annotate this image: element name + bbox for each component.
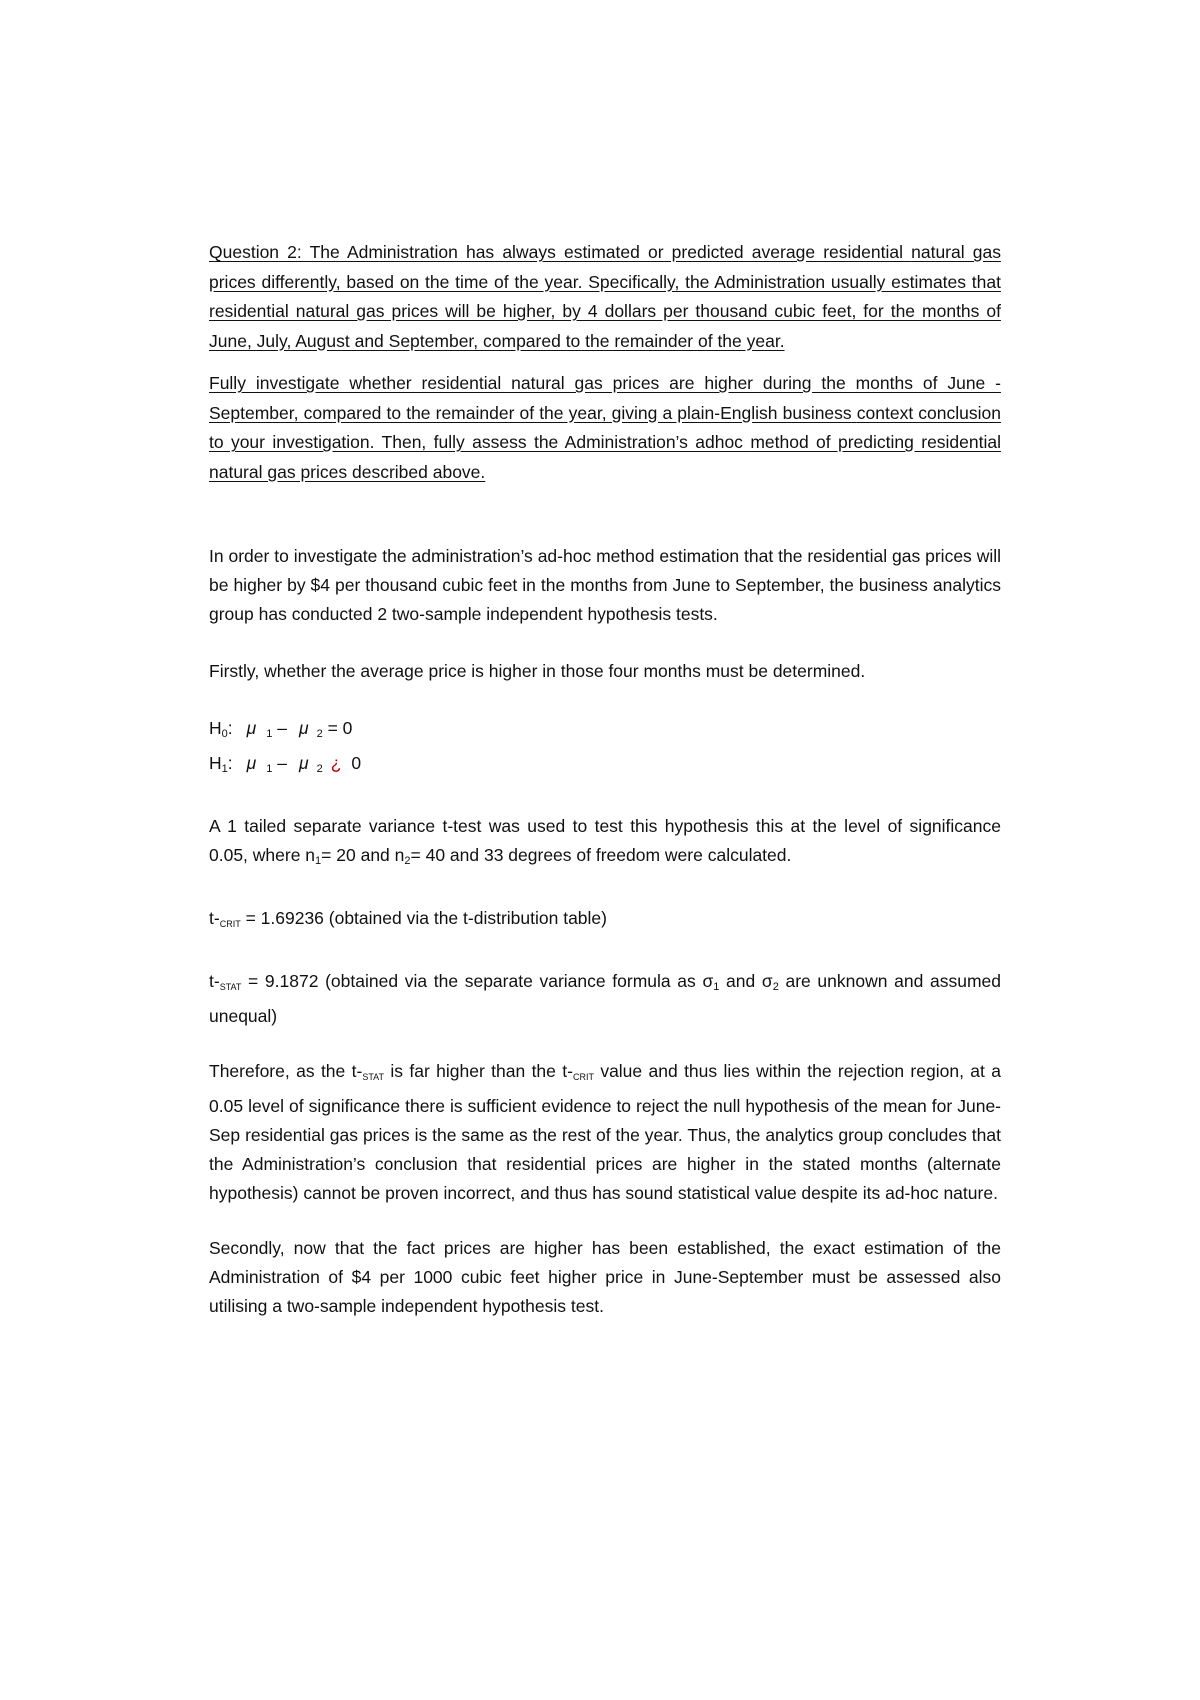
- h1-zero: 0: [351, 753, 362, 773]
- t-statistic: [209, 967, 1001, 1031]
- hypotheses: [209, 714, 1001, 784]
- test-desc-a: A 1 tailed separate variance t-test was used to test this hypothesis this at the level of significance 0.05, where n: [209, 816, 1001, 865]
- h1-label: H: [209, 753, 222, 773]
- null-hypothesis: [209, 714, 1001, 749]
- sigma-and: and: [719, 971, 762, 991]
- h1-relation-symbol: ¿: [330, 753, 342, 773]
- question-task-part3: method of predicting residential natural gas prices described above.: [209, 432, 1002, 482]
- answer-intro: In order to investigate the administration’s ad-hoc method estimation that the residential gas prices will be higher by $4 per thousand cubic feet in the months from June to September, the business analytics group has conducted 2 two-sample independent hypothesis tests.: [209, 546, 1001, 624]
- tcrit-text: = 1.69236 (obtained via the t-distribution table): [240, 908, 607, 928]
- h0-minus: –: [277, 718, 287, 738]
- conclusion-b: is far higher than the t-: [384, 1061, 573, 1081]
- question-statement: [209, 238, 1001, 356]
- tcrit-subscript: CRIT: [219, 919, 241, 929]
- h1-mu1: μ: [246, 753, 257, 773]
- h1-mu1-sub: 1: [266, 763, 273, 775]
- tstat-text-b: are unknown and assumed unequal): [209, 971, 1001, 1026]
- test-desc-b: = 40 and 33 degrees of freedom were calculated.: [410, 845, 792, 865]
- alternative-hypothesis: [209, 749, 1001, 784]
- question-lead-in: Question 2: The Administration has always estimated or predicted average residential: [209, 242, 903, 262]
- answer-first-step: Firstly, whether the average price is higher in those four months must be determined.: [209, 661, 866, 681]
- document-body: [209, 238, 1001, 1321]
- sigma1-subscript: 1: [713, 981, 720, 993]
- h1-mu2-sub: 2: [316, 763, 323, 775]
- h0-label: H: [209, 718, 222, 738]
- h0-mu1: μ: [246, 718, 257, 738]
- sigma1-symbol: σ: [702, 971, 714, 991]
- h1-subscript: 1: [221, 763, 228, 775]
- sigma2-symbol: σ: [761, 971, 773, 991]
- n2-subscript: 2: [404, 855, 411, 867]
- h1-minus: –: [277, 753, 287, 773]
- h0-mu1-sub: 1: [266, 728, 273, 740]
- question-task: [209, 369, 1001, 487]
- conclusion-crit-sub: CRIT: [572, 1072, 594, 1082]
- question-task-part2: context conclusion to your investigation. Then, fully assess the Administration’s adhoc: [209, 402, 1001, 452]
- h1-mu2: μ: [298, 753, 309, 773]
- conclusion-a: Therefore, as the t-: [209, 1061, 363, 1081]
- second-step-paragraph: Secondly, now that the fact prices are higher has been established, the exact estimation of the Administration of $4 per 1000 cubic feet higher price in June-September must be assessed also utilising a two-sample independent hypothesis test.: [209, 1238, 1001, 1316]
- h0-subscript: 0: [221, 728, 228, 740]
- h0-relation: = 0: [327, 718, 353, 738]
- n1-value: = 20 and n: [321, 845, 405, 865]
- question-block: [209, 238, 1001, 487]
- h0-colon: :: [227, 718, 233, 738]
- conclusion-stat-sub: STAT: [362, 1072, 384, 1082]
- sigma2-subscript: 2: [772, 981, 779, 993]
- tstat-prefix: t-: [209, 971, 220, 991]
- tstat-text-a: = 9.1872 (obtained via the separate variance formula as: [241, 971, 703, 991]
- question-task-part1: Fully investigate whether residential natural gas prices are higher during the months of June - September, compared to the remainder of the year, giving a plain-English business: [209, 373, 1001, 423]
- tcrit-prefix: t-: [209, 908, 220, 928]
- conclusion-c: value and thus lies within the rejection region, at a 0.05 level of significance there is sufficient evidence to reject the null hypothesis of the mean for June-Sep residential gas prices is the same as the rest of the year. Thus, the analytics group concludes that the Administration’s conclusion that residential prices are higher in the stated months (alternate hypothesis) cannot be proven incorrect, and thus has sound statistical value despite its ad-hoc nature.: [209, 1061, 1001, 1203]
- n1-subscript: 1: [315, 855, 322, 867]
- conclusion-paragraph: [209, 1057, 1001, 1208]
- test-description: [209, 812, 1001, 876]
- t-critical: [209, 904, 1001, 939]
- h1-colon: :: [227, 753, 233, 773]
- answer-block: [209, 542, 1001, 1321]
- h0-mu2: μ: [298, 718, 309, 738]
- tstat-subscript: STAT: [219, 982, 242, 992]
- h0-mu2-sub: 2: [316, 728, 323, 740]
- question-body: natural gas prices differently, based on the time of the year. Specifically, the Administration usually estimates that residential natural gas prices will be higher, by 4 dollars per thousand cubic feet, for the months of June, July, August and September, compared to the remainder of the year.: [209, 242, 1001, 351]
